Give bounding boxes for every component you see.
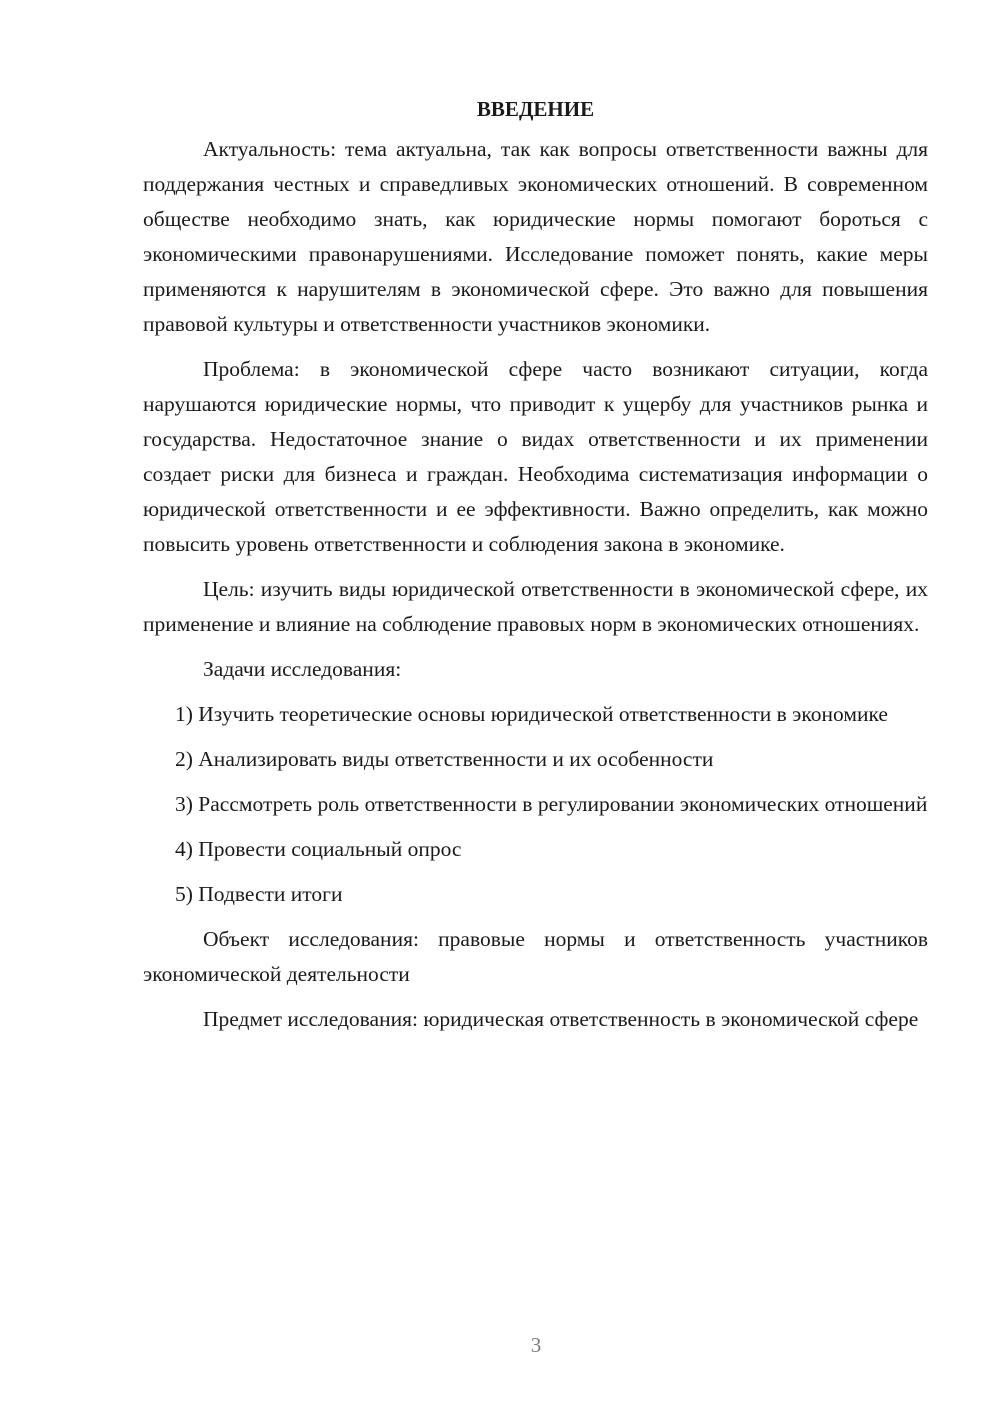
problem-paragraph: Проблема: в экономической сфере часто возникают ситуации, когда нарушаются юридические нормы, что приводит к ущербу для участников рынка и государства. Недостаточное знание о видах ответственности и их применении создает риски для бизнеса и граждан. Необходима систематизация информации о юридической ответственности и ее эффективности. Важно определить, как можно повысить уровень ответственности и соблюдения закона в экономике. [143, 357, 928, 556]
subject-paragraph: Предмет исследования: юридическая ответственность в экономической сфере [203, 1007, 919, 1031]
relevance-paragraph: Актуальность: тема актуальна, так как вопросы ответственности важны для поддержания честных и справедливых экономических отношений. В современном обществе необходимо знать, как юридические нормы помогают бороться с экономическими правонарушениями. Исследование поможет понять, какие меры применяются к нарушителям в экономической сфере. Это важно для повышения правовой культуры и ответственности участников экономики. [143, 137, 928, 336]
task-item-5: 5) Подвести итоги [175, 882, 343, 906]
task-item-3: 3) Рассмотреть роль ответственности в регулировании экономических отношений [175, 792, 928, 816]
page-content [143, 92, 928, 1037]
task-item-1: 1) Изучить теоретические основы юридической ответственности в экономике [175, 702, 888, 726]
page-number: 3 [530, 1333, 542, 1357]
object-paragraph: Объект исследования: правовые нормы и ответственность участников экономической деятельности [143, 927, 928, 986]
task-item-4: 4) Провести социальный опрос [175, 837, 462, 861]
tasks-heading: Задачи исследования: [203, 657, 402, 681]
page-title: ВВЕДЕНИЕ [476, 97, 595, 121]
task-item-2: 2) Анализировать виды ответственности и их особенности [175, 747, 714, 771]
goal-paragraph: Цель: изучить виды юридической ответственности в экономической сфере, их применение и влияние на соблюдение правовых норм в экономических отношениях. [143, 577, 928, 636]
